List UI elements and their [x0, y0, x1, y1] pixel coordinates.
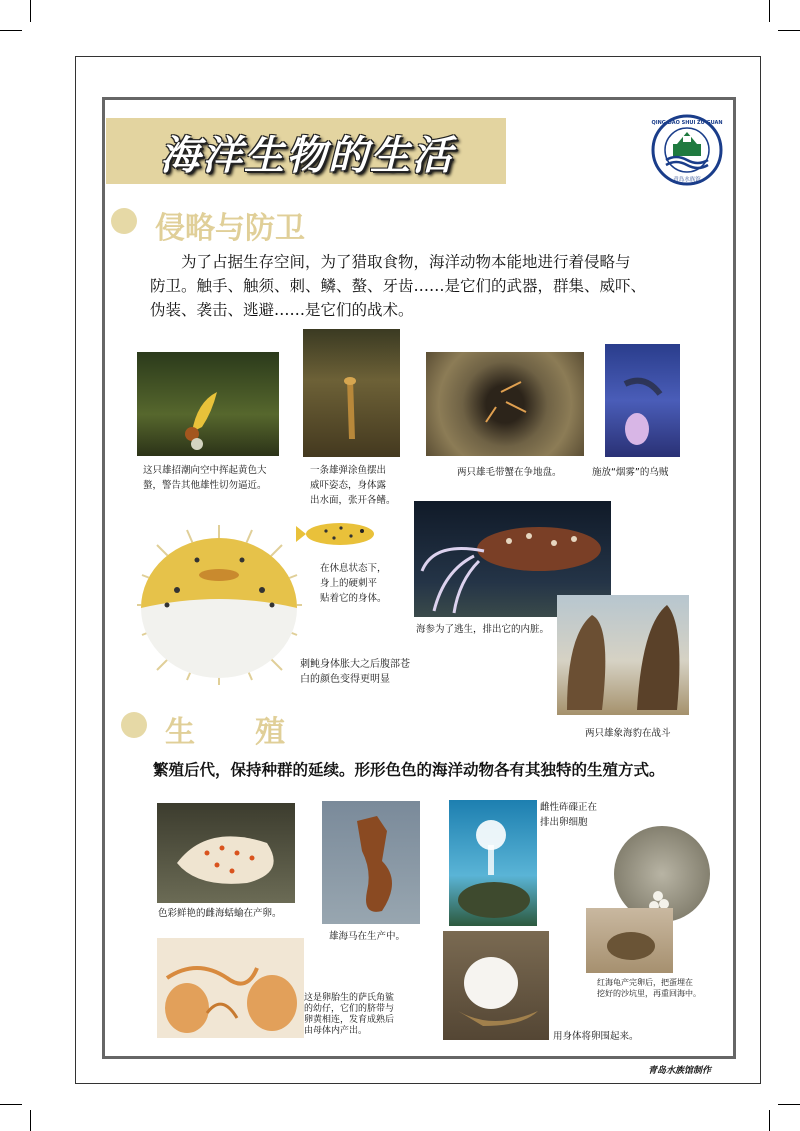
caption-turtle: 红海龟产完卵后，把蛋埋在 挖好的沙坑里，再重回海中。 — [597, 978, 701, 998]
crop-mark — [0, 1104, 22, 1105]
crop-mark — [778, 1104, 800, 1105]
shark-embryo-photo — [157, 938, 304, 1038]
pufferfish-inflated-photo — [127, 520, 312, 690]
crop-mark — [778, 30, 800, 31]
crop-mark — [30, 1110, 31, 1131]
caption-puffer-inflated: 刺鲀身体胀大之后腹部苍 白的颜色变得更明显 — [300, 659, 410, 685]
caption-elephant-seals: 两只雄象海豹在战斗 — [585, 728, 671, 739]
logo-arc-text: QING DAO SHUI ZU GUAN — [651, 120, 723, 126]
intro-paragraph — [150, 250, 720, 322]
squid-photo — [605, 344, 680, 457]
caption-mudskipper: 一条雄弹涂鱼摆出 威吓姿态，身体露 出水面，张开各鳍。 — [310, 465, 396, 506]
pufferfish-resting-photo — [296, 518, 381, 550]
section-title-defense: 侵略与防卫 — [155, 211, 305, 246]
crop-mark — [0, 30, 22, 31]
giant-clam-photo — [449, 800, 537, 926]
logo-bottom-text: 青岛水族馆 — [673, 177, 701, 183]
section-bullet — [111, 208, 137, 234]
section-bullet — [121, 712, 147, 738]
caption-snail: 用身体将卵围起来。 — [553, 1031, 639, 1042]
hermit-crabs-photo — [426, 352, 584, 456]
caption-seahorse: 雄海马在生产中。 — [329, 931, 406, 942]
section-title-reproduction: 生 殖 — [165, 715, 285, 750]
crop-mark — [769, 0, 770, 22]
caption-crab: 这只雄招潮向空中挥起黄色大 螯，警告其他雄性切勿逼近。 — [143, 465, 267, 491]
page-title: 海洋生物的生活 — [160, 133, 454, 179]
caption-giant-clam: 雌性砗磲正在 排出卵细胞 — [540, 802, 598, 828]
caption-puffer-resting: 在休息状态下， 身上的硬刺平 贴着它的身体。 — [320, 563, 387, 604]
turtle-photo — [586, 908, 673, 973]
mudskipper-photo — [303, 329, 400, 457]
caption-shark: 这是卵胎生的萨氏角鲨 的幼仔，它们的脐带与 卵黄相连，发育成熟后 由母体内产出。 — [304, 993, 395, 1036]
seahorse-photo — [322, 801, 420, 924]
paragraph-line: 防卫。触手、触须、刺、鳞、螯、牙齿……是它们的武器，群集、威吓、 — [150, 277, 647, 295]
caption-nudibranch: 色彩鲜艳的雌海蛞蝓在产卵。 — [158, 908, 282, 919]
reproduction-paragraph: 繁殖后代，保持种群的延续。形形色色的海洋动物各有其独特的生殖方式。 — [153, 761, 665, 779]
nudibranch-photo — [157, 803, 295, 903]
elephant-seals-photo — [557, 595, 689, 715]
crop-mark — [30, 0, 31, 22]
fiddler-crab-photo — [137, 352, 279, 456]
caption-hermit-crabs: 两只雄毛带蟹在争地盘。 — [457, 467, 562, 478]
snail-eggs-photo — [443, 931, 549, 1040]
caption-squid: 施放“烟雾”的乌贼 — [592, 467, 669, 478]
paragraph-line: 伪装、袭击、逃避……是它们的战术。 — [150, 301, 414, 319]
paragraph-line: 为了占据生存空间，为了猎取食物，海洋动物本能地进行着侵略与 — [150, 253, 631, 271]
aquarium-building-logo-icon — [651, 114, 723, 186]
caption-sea-cucumber: 海参为了逃生，排出它的内脏。 — [416, 624, 550, 635]
crop-mark — [769, 1110, 770, 1131]
footer-credit: 青岛水族馆制作 — [648, 1066, 712, 1076]
